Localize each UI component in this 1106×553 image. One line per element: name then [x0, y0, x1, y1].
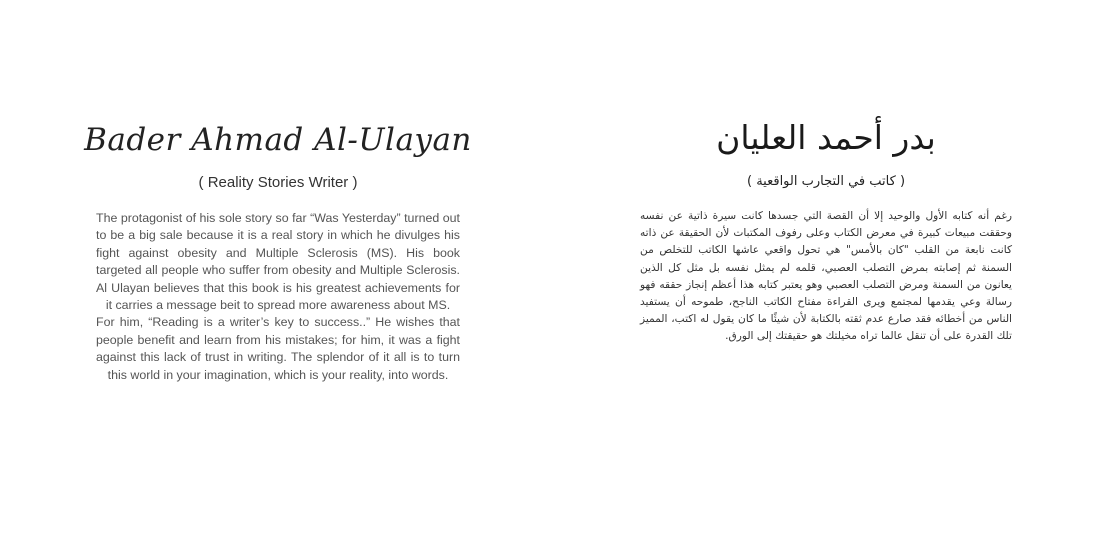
arabic-profile-section — [640, 0, 1012, 553]
bio-paragraph-2: For him, “Reading is a writer’s key to success..” He wishes that people benefit and learn from his mistakes; for him, it was a fight against this lack of trust in writing. The splendor of it all is to turn this world in your imagination, which is your reality, into words. — [96, 315, 460, 382]
bio-paragraph-1: The protagonist of his sole story so far “Was Yesterday” turned out to be a big sale because it is a real story in which he divulges his fight against obesity and Multiple Sclerosis (MS). His book targeted all people who suffer from obesity and Multiple Sclerosis. Al Ulayan believes that this book is his greatest achievements for it carries a message beit to spread more awareness about MS. — [96, 211, 460, 313]
author-name-arabic: بدر أحمد العليان — [716, 118, 936, 157]
author-role-english: ( Reality Stories Writer ) — [198, 174, 358, 191]
author-bio-english — [96, 210, 460, 384]
author-name-english: Bader Ahmad Al-Ulayan — [84, 122, 472, 158]
author-bio-arabic: رغم أنه كتابه الأول والوحيد إلا أن القصة التي جسدها كانت سيرة ذاتية عن نفسه وحققت مبيعات كبيرة في معرض الكتاب وعلى رفوف المكتبات لأن الحقيقة عن ذاته كانت نابعة من القلب "كان بالأمس" هي تحول واقعي عاشها الكاتب للتخلص من السمنة ثم إصابته بمرض التصلب العصبي، قلمه لم يمثل نفسه بل مثل كل الذين يعانون من السمنة ومرض التصلب العصبي وهو يعتبر كتابه هذا أعظم إنجاز حققه فهو رسالة وعي يقدمها لمجتمع ويرى القراءة مفتاح الكاتب الناجح، طموحه أن يستفيد الناس من أخطائه فقد صارع عدم ثقته بالكتابة لأن شيئًا ما كان يقول له اكتب، المميز تلك القدرة على أن تنقل عالما تراه مخيلتك هو حقيقتك إلى الورق. — [640, 210, 1012, 343]
english-profile-section — [84, 0, 472, 553]
author-role-arabic: ( كاتب في التجارب الواقعية ) — [746, 174, 906, 189]
